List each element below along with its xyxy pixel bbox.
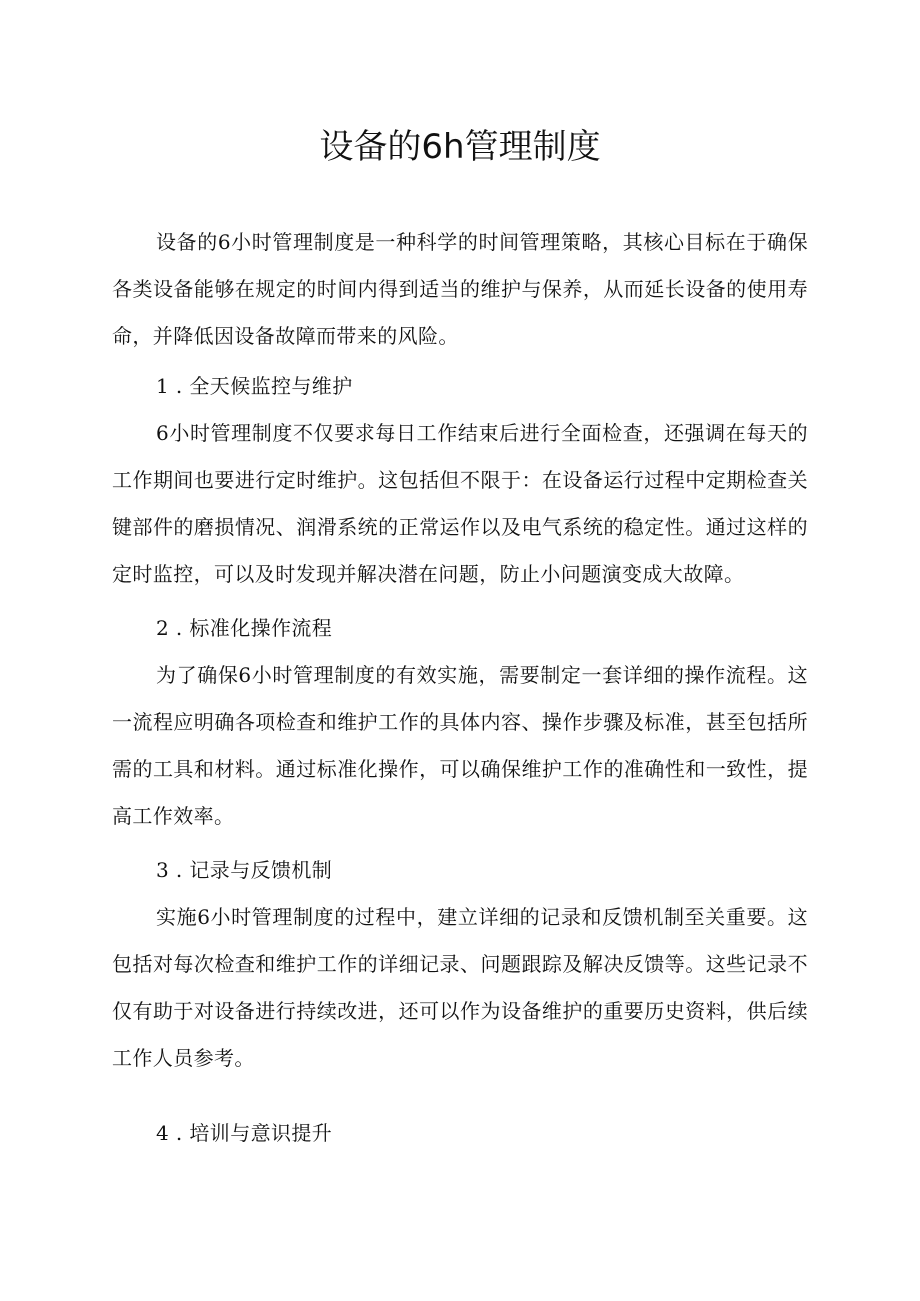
intro-paragraph: 设备的6小时管理制度是一种科学的时间管理策略，其核心目标在于确保各类设备能够在规定的时间内得到适当的维护与保养，从而延长设备的使用寿命，并降低因设备故障而带来的风险。 <box>112 230 808 348</box>
page-title: 设备的6h管理制度 <box>319 127 601 167</box>
section-2-heading: 2 . 标准化操作流程 <box>156 616 333 640</box>
section-3-paragraph: 实施6小时管理制度的过程中，建立详细的记录和反馈机制至关重要。这包括对每次检查和维护工作的详细记录、问题跟踪及解决反馈等。这些记录不仅有助于对设备进行持续改进，还可以作为设备维护的重要历史资料，供后续工作人员参考。 <box>112 905 808 1070</box>
section-2-paragraph: 为了确保6小时管理制度的有效实施，需要制定一套详细的操作流程。这一流程应明确各项检查和维护工作的具体内容、操作步骤及标准，甚至包括所需的工具和材料。通过标准化操作，可以确保维护工作的准确性和一致性，提高工作效率。 <box>112 663 808 828</box>
section-1-paragraph: 6小时管理制度不仅要求每日工作结束后进行全面检查，还强调在每天的工作期间也要进行定时维护。这包括但不限于：在设备运行过程中定期检查关键部件的磨损情况、润滑系统的正常运作以及电气系统的稳定性。通过这样的定时监控，可以及时发现并解决潜在问题，防止小问题演变成大故障。 <box>112 421 808 586</box>
section-3-heading: 3 . 记录与反馈机制 <box>156 858 333 882</box>
section-1-heading: 1 . 全天候监控与维护 <box>156 374 353 398</box>
section-4-heading: 4 . 培训与意识提升 <box>156 1121 333 1145</box>
